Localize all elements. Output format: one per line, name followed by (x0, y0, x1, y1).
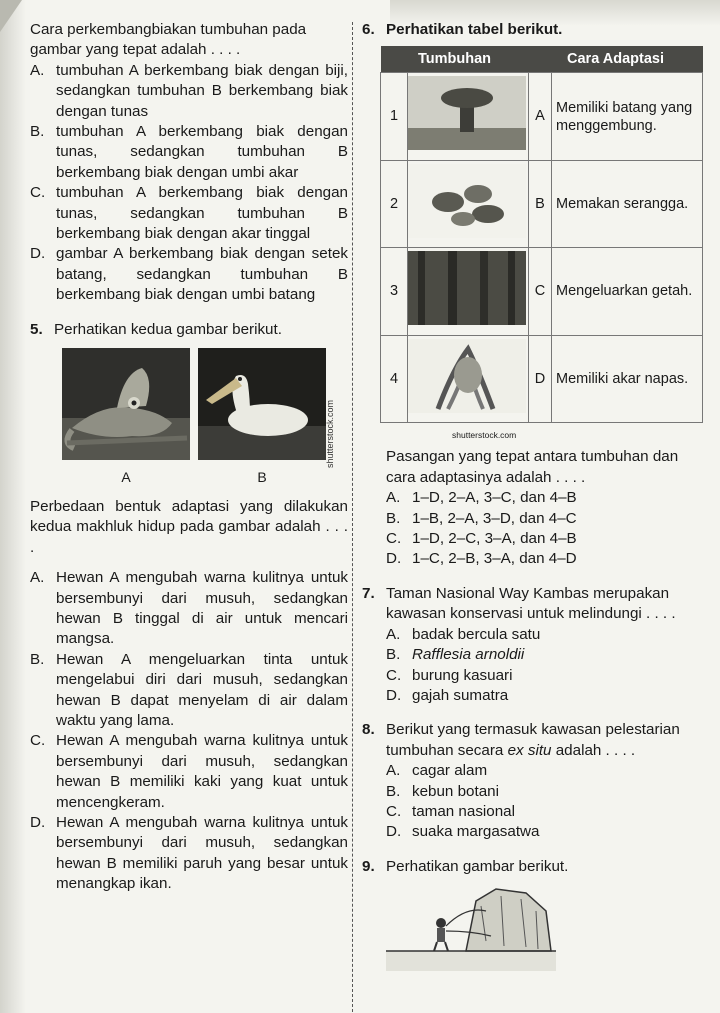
q5-option-a[interactable] (30, 568, 348, 650)
q5-option-d[interactable] (30, 813, 348, 895)
adaptation-desc: Memiliki akar napas. (552, 335, 703, 422)
table-row (381, 248, 703, 335)
question-6 (362, 20, 692, 570)
q7-stem: Taman Nasional Way Kambas merupakan kawasan konservasi untuk melindungi . . . . (386, 584, 676, 623)
option-text: Hewan A mengubah warna kulitnya untuk bersembunyi dari musuh, sedangkan hewan B tinggal di air untuk mencari mangsa. (56, 569, 348, 648)
page-shadow-left (0, 0, 26, 1013)
option-label: B. (30, 123, 45, 141)
option-label: A. (386, 489, 401, 507)
adaptation-code: A (529, 73, 552, 160)
right-column (362, 20, 692, 978)
q5-question: Perbedaan bentuk adaptasi yang dilakukan kedua makhluk hidup pada gambar adalah . . . . (30, 497, 348, 556)
q8-option-d[interactable] (386, 822, 692, 842)
q7-header (362, 584, 692, 625)
option-text: Rafflesia arnoldii (412, 646, 525, 664)
q4-option-c[interactable] (30, 183, 348, 244)
chameleon-photo (62, 348, 190, 460)
option-label: B. (386, 509, 401, 527)
q5-image-a (62, 348, 190, 487)
option-text: tumbuhan A berkembang biak dengan biji, sedangkan tumbuhan B berkembang biak dengan tunas (56, 61, 348, 120)
q8-option-c[interactable] (386, 802, 692, 822)
q4-stem (30, 20, 348, 61)
cliff-climber-illustration (386, 881, 556, 971)
option-text: badak bercula satu (412, 625, 541, 643)
adaptation-desc: Memakan serangga. (552, 160, 703, 247)
option-label: A. (30, 569, 45, 587)
option-label: D. (386, 823, 402, 841)
table-row (381, 160, 703, 247)
q6-photo-credit: shutterstock.com (452, 430, 517, 441)
pelican-photo (198, 348, 326, 460)
q5-option-b[interactable] (30, 650, 348, 732)
q4-stem-line-2: gambar yang tepat adalah . . . . (30, 41, 241, 59)
option-text: 1–C, 2–B, 3–A, dan 4–D (412, 550, 577, 568)
table-row (381, 73, 703, 160)
option-label: B. (30, 650, 45, 668)
option-label: C. (386, 530, 402, 548)
question-number: 6. (362, 21, 375, 38)
q5-stem: Perhatikan kedua gambar berikut. (54, 320, 282, 338)
option-label: C. (386, 802, 402, 820)
mangrove-roots-photo (408, 339, 526, 413)
question-9 (362, 857, 692, 978)
option-text: Hewan A mengubah warna kulitnya untuk bersembunyi dari musuh, sedangkan hewan B memiliki paruh yang besar untuk menangkap ikan. (56, 814, 348, 893)
question-8 (362, 720, 692, 842)
question-7 (362, 584, 692, 706)
q8-stem-part-1: Berikut yang termasuk kawasan pelestarian tumbuhan secara (386, 721, 680, 759)
caption-a: A (121, 468, 131, 485)
row-number: 2 (381, 160, 408, 247)
row-number: 3 (381, 248, 408, 335)
left-column (30, 20, 348, 895)
caption-b: B (257, 468, 267, 485)
option-label: D. (386, 686, 402, 704)
adaptation-desc: Memiliki batang yang menggembung. (552, 73, 703, 160)
q6-option-c[interactable] (386, 529, 692, 549)
row-number: 1 (381, 73, 408, 160)
option-label: A. (30, 61, 45, 79)
plant-image-cell (408, 73, 529, 160)
q6-question: Pasangan yang tepat antara tumbuhan dan cara adaptasinya adalah . . . . (386, 448, 679, 486)
q5-option-c[interactable] (30, 731, 348, 813)
adaptation-table (380, 46, 703, 423)
row-number: 4 (381, 335, 408, 422)
plant-image-cell (408, 160, 529, 247)
option-text: Hewan A mengubah warna kulitnya untuk bersembunyi dari musuh, sedangkan hewan B memiliki kaki yang kuat untuk mencengkeram. (56, 732, 348, 811)
q8-option-a[interactable] (386, 761, 692, 781)
venus-flytrap-photo (408, 164, 526, 238)
q8-stem-italic: ex situ (507, 741, 552, 759)
option-text: 1–D, 2–A, 3–C, dan 4–B (412, 489, 577, 507)
option-text: gambar A berkembang biak dengan setek batang, sedangkan tumbuhan B berkembang biak dengan umbi batang (56, 245, 348, 304)
q5-image-b (198, 348, 326, 487)
option-text: tumbuhan A berkembang biak dengan tunas, sedangkan tumbuhan B berkembang biak dengan umbi akar (56, 123, 348, 181)
q8-stem-part-2: adalah . . . . (555, 741, 636, 759)
option-text: 1–B, 2–A, 3–D, dan 4–C (412, 509, 577, 527)
table-header-plant: Tumbuhan (381, 46, 529, 73)
question-5 (30, 320, 348, 895)
q8-option-b[interactable] (386, 782, 692, 802)
q9-stem: Perhatikan gambar berikut. (386, 857, 569, 875)
adaptation-code: D (529, 335, 552, 422)
option-text: tumbuhan A berkembang biak dengan tunas, sedangkan tumbuhan B berkembang biak dengan akar tinggal (56, 184, 348, 243)
q4-stem-line-1: Cara perkembangbiakan tumbuhan pada (30, 21, 307, 38)
option-text: gajah sumatra (412, 686, 509, 704)
question-4 (30, 20, 348, 306)
q4-option-a[interactable] (30, 61, 348, 122)
column-divider (352, 22, 353, 1012)
q5-photo-credit: shutterstock.com (325, 400, 335, 469)
question-number: 5. (30, 320, 43, 338)
option-text: burung kasuari (412, 666, 513, 684)
page-corner-fold (0, 0, 22, 32)
option-label: C. (30, 184, 46, 202)
q6-option-d[interactable] (386, 549, 692, 569)
table-row (381, 335, 703, 422)
adaptation-code: C (529, 248, 552, 335)
question-number: 8. (362, 721, 375, 739)
option-text: cagar alam (412, 762, 488, 780)
option-text: suaka margasatwa (412, 823, 540, 841)
option-text: Hewan A mengeluarkan tinta untuk mengelabui diri dari musuh, sedangkan hewan B dapat menyelam di air dalam waktu yang lama. (56, 650, 348, 729)
rubber-tree-photo (408, 251, 526, 325)
baobab-tree-photo (408, 76, 526, 150)
option-label: D. (30, 814, 46, 831)
q9-header (362, 857, 692, 877)
option-label: A. (386, 762, 401, 780)
q5-header (30, 320, 348, 340)
adaptation-desc: Mengeluarkan getah. (552, 248, 703, 335)
q4-option-d[interactable] (30, 244, 348, 305)
q7-option-b[interactable] (386, 645, 692, 665)
option-text: taman nasional (412, 802, 516, 820)
question-number: 7. (362, 584, 375, 602)
option-label: A. (386, 625, 401, 643)
q7-option-d[interactable] (386, 686, 692, 706)
plant-image-cell (408, 335, 529, 422)
option-text: kebun botani (412, 782, 499, 800)
q4-option-b[interactable] (30, 122, 348, 183)
question-number: 9. (362, 857, 375, 875)
q6-header (362, 20, 692, 40)
table-header-row (381, 46, 703, 73)
option-label: C. (30, 732, 46, 750)
table-header-adaptation: Cara Adaptasi (529, 46, 703, 73)
option-label: B. (386, 782, 401, 800)
adaptation-code: B (529, 160, 552, 247)
option-label: D. (386, 550, 402, 568)
q6-option-a[interactable] (386, 488, 692, 508)
q6-option-b[interactable] (386, 509, 692, 529)
plant-image-cell (408, 248, 529, 335)
option-label: C. (386, 666, 402, 684)
option-text: 1–D, 2–C, 3–A, dan 4–B (412, 530, 577, 548)
q7-option-c[interactable] (386, 666, 692, 686)
option-label: D. (30, 245, 46, 263)
q7-option-a[interactable] (386, 625, 692, 645)
option-label: B. (386, 646, 401, 664)
q5-images (62, 348, 348, 487)
q6-stem: Perhatikan tabel berikut. (386, 21, 563, 38)
q8-header (362, 720, 692, 761)
